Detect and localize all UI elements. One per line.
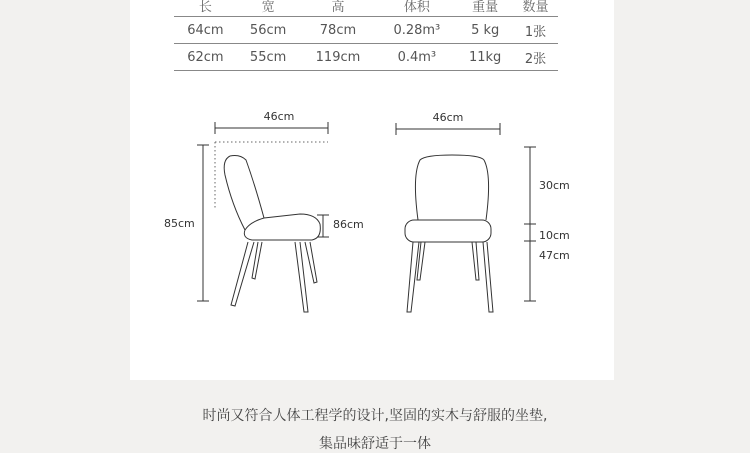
table-cell: 78cm	[299, 17, 376, 44]
table-cell: 0.28m³	[376, 17, 457, 44]
table-cell: 55cm	[237, 44, 300, 71]
side-chair-seat	[244, 214, 320, 240]
header-quantity: 数量	[513, 0, 558, 17]
table-cell: 11kg	[457, 44, 513, 71]
table-cell: 2张	[513, 44, 558, 71]
front-cushion-height-label: 10cm	[539, 229, 570, 242]
table-cell: 62cm	[174, 44, 237, 71]
side-total-height-label: 85cm	[164, 217, 195, 230]
table-cell: 1张	[513, 17, 558, 44]
table-cell: 0.4m³	[376, 44, 457, 71]
front-chair-back	[415, 155, 488, 220]
header-weight: 重量	[457, 0, 513, 17]
front-top-width-label: 46cm	[432, 111, 464, 124]
front-chair-seat	[405, 220, 491, 242]
table-cell: 64cm	[174, 17, 237, 44]
header-width: 宽	[237, 0, 300, 17]
side-chair-back	[224, 156, 245, 230]
side-seat-label: 86cm	[333, 218, 364, 231]
table-cell: 56cm	[237, 17, 300, 44]
header-volume: 体积	[376, 0, 457, 17]
table-cell: 119cm	[299, 44, 376, 71]
front-leg-height-label: 47cm	[539, 249, 570, 262]
side-chair-leg	[231, 242, 254, 306]
header-length: 长	[174, 0, 237, 17]
side-top-width-label: 46cm	[263, 110, 295, 123]
front-back-height-label: 30cm	[539, 179, 570, 192]
caption-line-2: 集品味舒适于一体	[319, 436, 431, 452]
caption-line-1: 时尚又符合人体工程学的设计,坚固的实木与舒服的坐垫,	[202, 408, 548, 424]
header-height: 高	[299, 0, 376, 17]
table-cell: 5 kg	[457, 17, 513, 44]
